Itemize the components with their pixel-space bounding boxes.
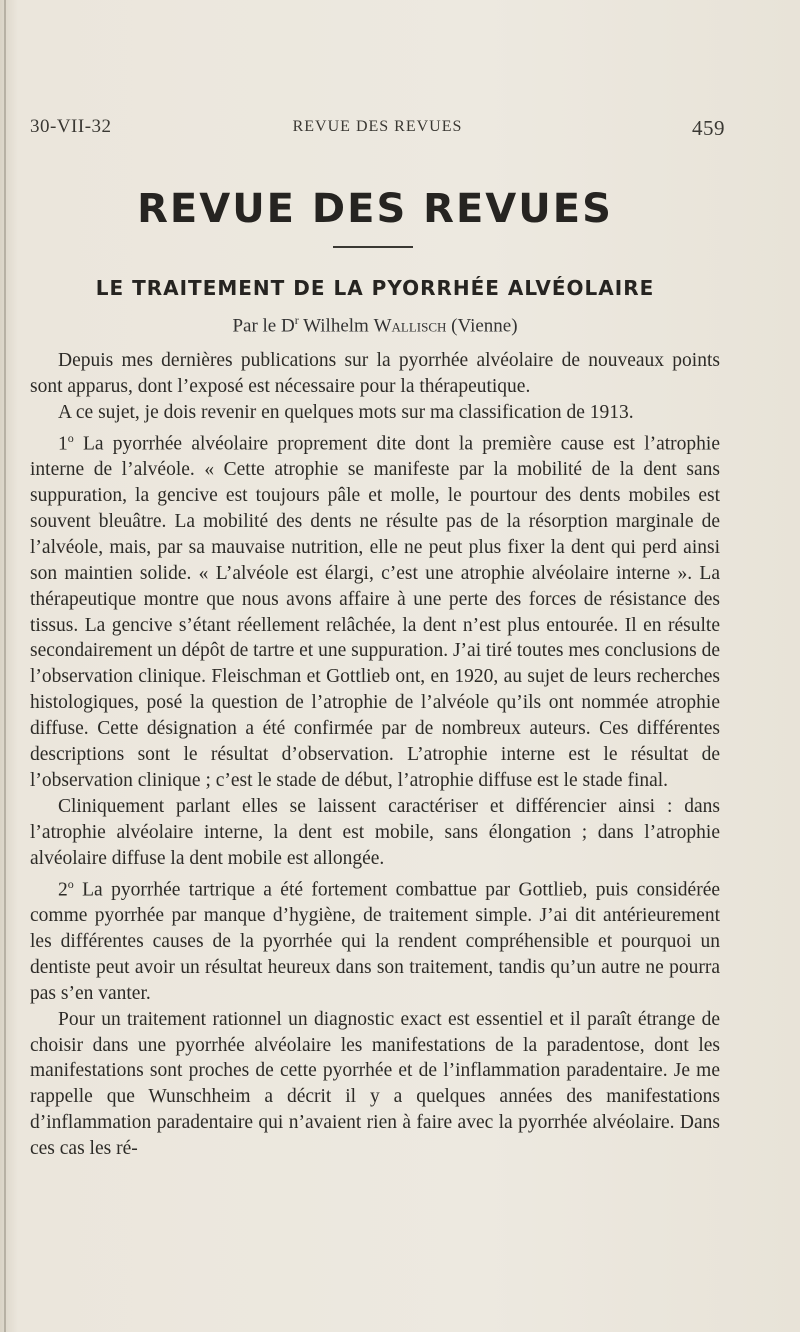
author-surname: Wallisch — [373, 315, 447, 337]
paragraph-text: Depuis mes dernières publications sur la pyorrhée alvéolaire de nouveaux points sont apparus, dont l’exposé est nécessaire pour la thérapeutique. — [30, 350, 720, 397]
paragraph — [30, 794, 720, 872]
title-divider — [333, 246, 413, 248]
paragraph — [30, 348, 720, 400]
paragraph-text: A ce sujet, je dois revenir en quelques mots sur ma classification de 1913. — [58, 401, 634, 423]
paragraph-number-sup: o — [67, 876, 74, 891]
article-title: LE TRAITEMENT DE LA PYORRHÉE ALVÉOLAIRE — [95, 276, 655, 300]
running-section-title: REVUE DES REVUES — [292, 118, 463, 135]
paragraph — [30, 400, 720, 426]
article-body — [30, 348, 720, 1162]
paragraph — [30, 1007, 720, 1162]
paragraph-number-sup: o — [67, 430, 74, 445]
byline-first-name: Wilhelm — [298, 315, 374, 337]
paragraph-text: Cliniquement parlant elles se laissent caractériser et différencier ainsi : dans l’atrophie alvéolaire interne, la dent est mobile, sans élongation ; dans l’atrophie alvéolaire diffuse la dent mobile est allongée. — [30, 795, 720, 869]
byline — [30, 313, 720, 337]
paragraph-number: 2 — [58, 879, 68, 901]
byline-location: (Vienne) — [446, 315, 518, 337]
paragraph — [30, 872, 720, 1007]
section-title: REVUE DES REVUES — [137, 186, 613, 232]
byline-prefix: Par le D — [232, 315, 295, 337]
byline-title-sup: r — [294, 313, 299, 327]
paragraph-text: La pyorrhée alvéolaire proprement dite dont la première cause est l’atrophie interne de l’alvéole. « Cette atrophie se manifeste par la mobilité de la dent sans suppuration, la gencive est toujours pâle et molle, le pourtour des dents mobiles est souvent bleuâtre. La mobilité des dents ne résulte pas de la résorption marginale de l’alvéole, mais, par sa mauvaise nutrition, elle ne peut plus fixer la dent qui perd ainsi son maintien solide. « L’alvéole est élargi, c’est une atrophie alvéolaire interne ». La thérapeutique montre que nous avons affaire à une perte des forces de résistance des tissus. La gencive s’étant réellement relâchée, la dent n’est plus entourée. Il en résulte secondairement un dépôt de tartre et une suppuration. J’ai tiré toutes mes conclusions de l’observation clinique. Fleischman et Gottlieb ont, en 1920, au sujet de leurs recherches histologiques, posé la question de l’atrophie de l’alvéole qu’ils ont nommée atrophie diffuse. Cette désignation a été confirmée par de nombreux auteurs. Ces différentes descriptions sont le résultat d’observation. L’atrophie interne est le résultat de l’observation clinique ; c’est le stade de début, l’atrophie diffuse est le stade final. — [30, 433, 720, 791]
running-head — [30, 116, 725, 146]
paragraph-number: 1 — [58, 433, 68, 455]
page-number: 459 — [692, 116, 725, 140]
paragraph-text: Pour un traitement rationnel un diagnostic exact est essentiel et il paraît étrange de choisir dans une pyorrhée alvéolaire les manifestations de la paradentose, dont les manifestations sont proches de cette pyorrhée et de l’inflammation paradentaire. Je me rappelle que Wunschheim a décrit il y a quelques années des manifestations d’inflammation paradentaire qui n’avaient rien à faire avec la pyorrhée alvéolaire. Dans ces cas les ré- — [30, 1008, 720, 1160]
paragraph-text: La pyorrhée tartrique a été fortement combattue par Gottlieb, puis considérée comme pyorrhée par manque d’hygiène, de traitement simple. J’ai dit antérieurement les différentes causes de la pyorrhée qui la rendent compréhensible et pourquoi un dentiste peut avoir un résultat heureux dans son traitement, tandis qu’un autre ne pourra pas s’en vanter. — [30, 879, 720, 1004]
issue-date: 30-VII-32 — [30, 116, 112, 137]
paragraph — [30, 426, 720, 794]
